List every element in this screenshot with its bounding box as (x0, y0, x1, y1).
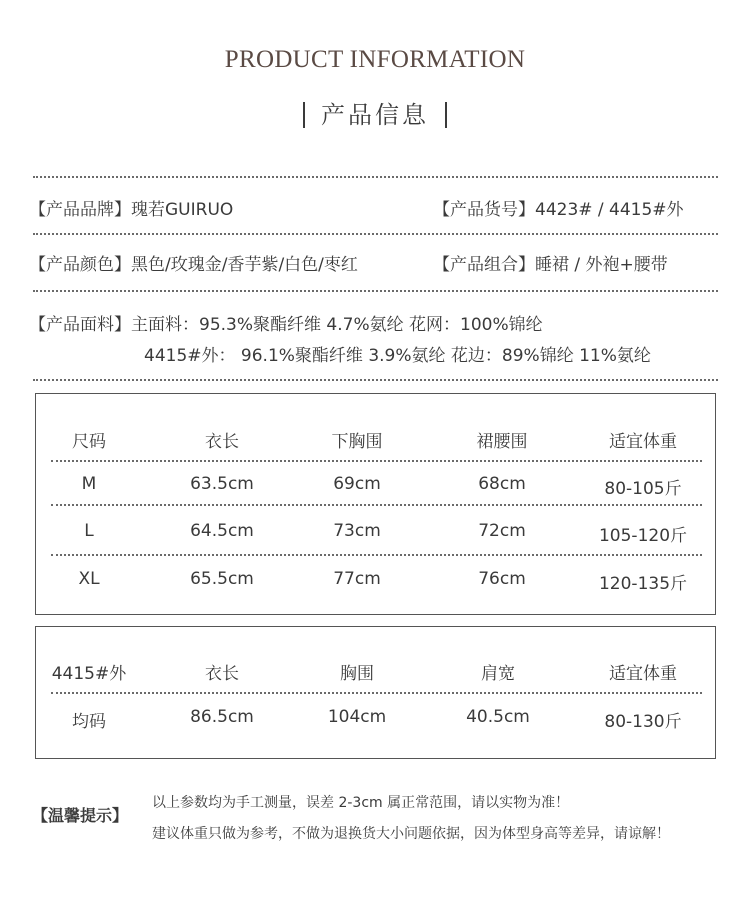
table-divider (51, 460, 702, 462)
color-label: 【产品颜色】 (29, 255, 131, 275)
outer-robe-table (35, 626, 716, 759)
tips-line-1: 以上参数均为手工测量，误差 2-3cm 属正常范围，请以实物为准！ (152, 795, 570, 811)
table-cell: 65.5cm (190, 569, 254, 589)
fabric-line-2: 4415#外： 96.1%聚酯纤维 3.9%氨纶 花边：89%锦纶 11%氨纶 (144, 346, 651, 366)
divider-dotted (33, 379, 718, 381)
table-header-cell: 适宜体重 (609, 432, 677, 452)
table-row (51, 707, 700, 737)
divider-dotted (33, 233, 718, 235)
divider-dotted (33, 176, 718, 178)
table-row (51, 521, 700, 551)
table-row (51, 569, 700, 599)
table-header-cell: 胸围 (340, 664, 374, 684)
table-cell: 77cm (333, 569, 381, 589)
tips-label: 【温馨提示】 (32, 806, 129, 825)
table-cell: 68cm (478, 474, 526, 494)
color-value: 黑色/玫瑰金/香芋紫/白色/枣红 (131, 255, 358, 275)
info-row-fabric (29, 310, 718, 335)
table-header-cell: 衣长 (205, 432, 239, 452)
title-bar-left (303, 102, 305, 128)
table-cell: L (84, 521, 94, 541)
table-header-cell: 尺码 (72, 432, 106, 452)
fabric-label: 【产品面料】 (29, 315, 131, 335)
table-header-cell: 适宜体重 (609, 664, 677, 684)
table-cell: 72cm (478, 521, 526, 541)
sku-label: 【产品货号】 (433, 200, 535, 220)
size-table (35, 393, 716, 615)
table-cell: 105-120斤 (598, 526, 688, 546)
table-header-row (51, 659, 700, 689)
info-row-brand (29, 195, 718, 220)
table-cell: 63.5cm (190, 474, 254, 494)
table-cell: XL (78, 569, 100, 589)
title-chinese-text: 产品信息 (321, 101, 429, 129)
table-cell: 86.5cm (190, 707, 254, 727)
table-cell: 40.5cm (466, 707, 530, 727)
table-header-cell: 下胸围 (331, 432, 383, 452)
info-row-fabric-2 (144, 341, 750, 366)
table-cell: 120-135斤 (598, 574, 688, 594)
table-divider (51, 504, 702, 506)
title-english: PRODUCT INFORMATION (224, 46, 526, 73)
table-cell: 104cm (327, 707, 387, 727)
combo-label: 【产品组合】 (433, 255, 535, 275)
fabric-line-1: 主面料：95.3%聚酯纤维 4.7%氨纶 花网：100%锦纶 (131, 315, 543, 335)
tips-line-2: 建议体重只做为参考，不做为退换货大小问题依据，因为体型身高等差异，请谅解！ (152, 826, 670, 842)
table-cell: M (81, 474, 97, 494)
info-row-color (29, 250, 718, 275)
combo-value: 睡裙 / 外袍+腰带 (535, 255, 668, 275)
table-cell: 64.5cm (190, 521, 254, 541)
table-cell: 80-130斤 (604, 712, 682, 732)
brand-value: 瑰若GUIRUO (131, 200, 234, 220)
brand-label: 【产品品牌】 (29, 200, 131, 220)
title-chinese (0, 95, 750, 130)
table-cell: 80-105斤 (604, 479, 682, 499)
table-cell: 76cm (478, 569, 526, 589)
title-bar-right (445, 102, 447, 128)
table-row (51, 474, 700, 504)
table-header-cell: 肩宽 (481, 664, 515, 684)
table-cell: 69cm (333, 474, 381, 494)
table-divider (51, 692, 702, 694)
table-cell: 73cm (333, 521, 381, 541)
table-header-cell: 4415#外 (51, 664, 127, 684)
table-header-cell: 裙腰围 (476, 432, 528, 452)
sku-value: 4423# / 4415#外 (535, 200, 684, 220)
table-header-row (51, 427, 700, 457)
table-header-cell: 衣长 (205, 664, 239, 684)
table-divider (51, 554, 702, 556)
table-cell: 均码 (72, 712, 106, 732)
divider-dotted (33, 290, 718, 292)
